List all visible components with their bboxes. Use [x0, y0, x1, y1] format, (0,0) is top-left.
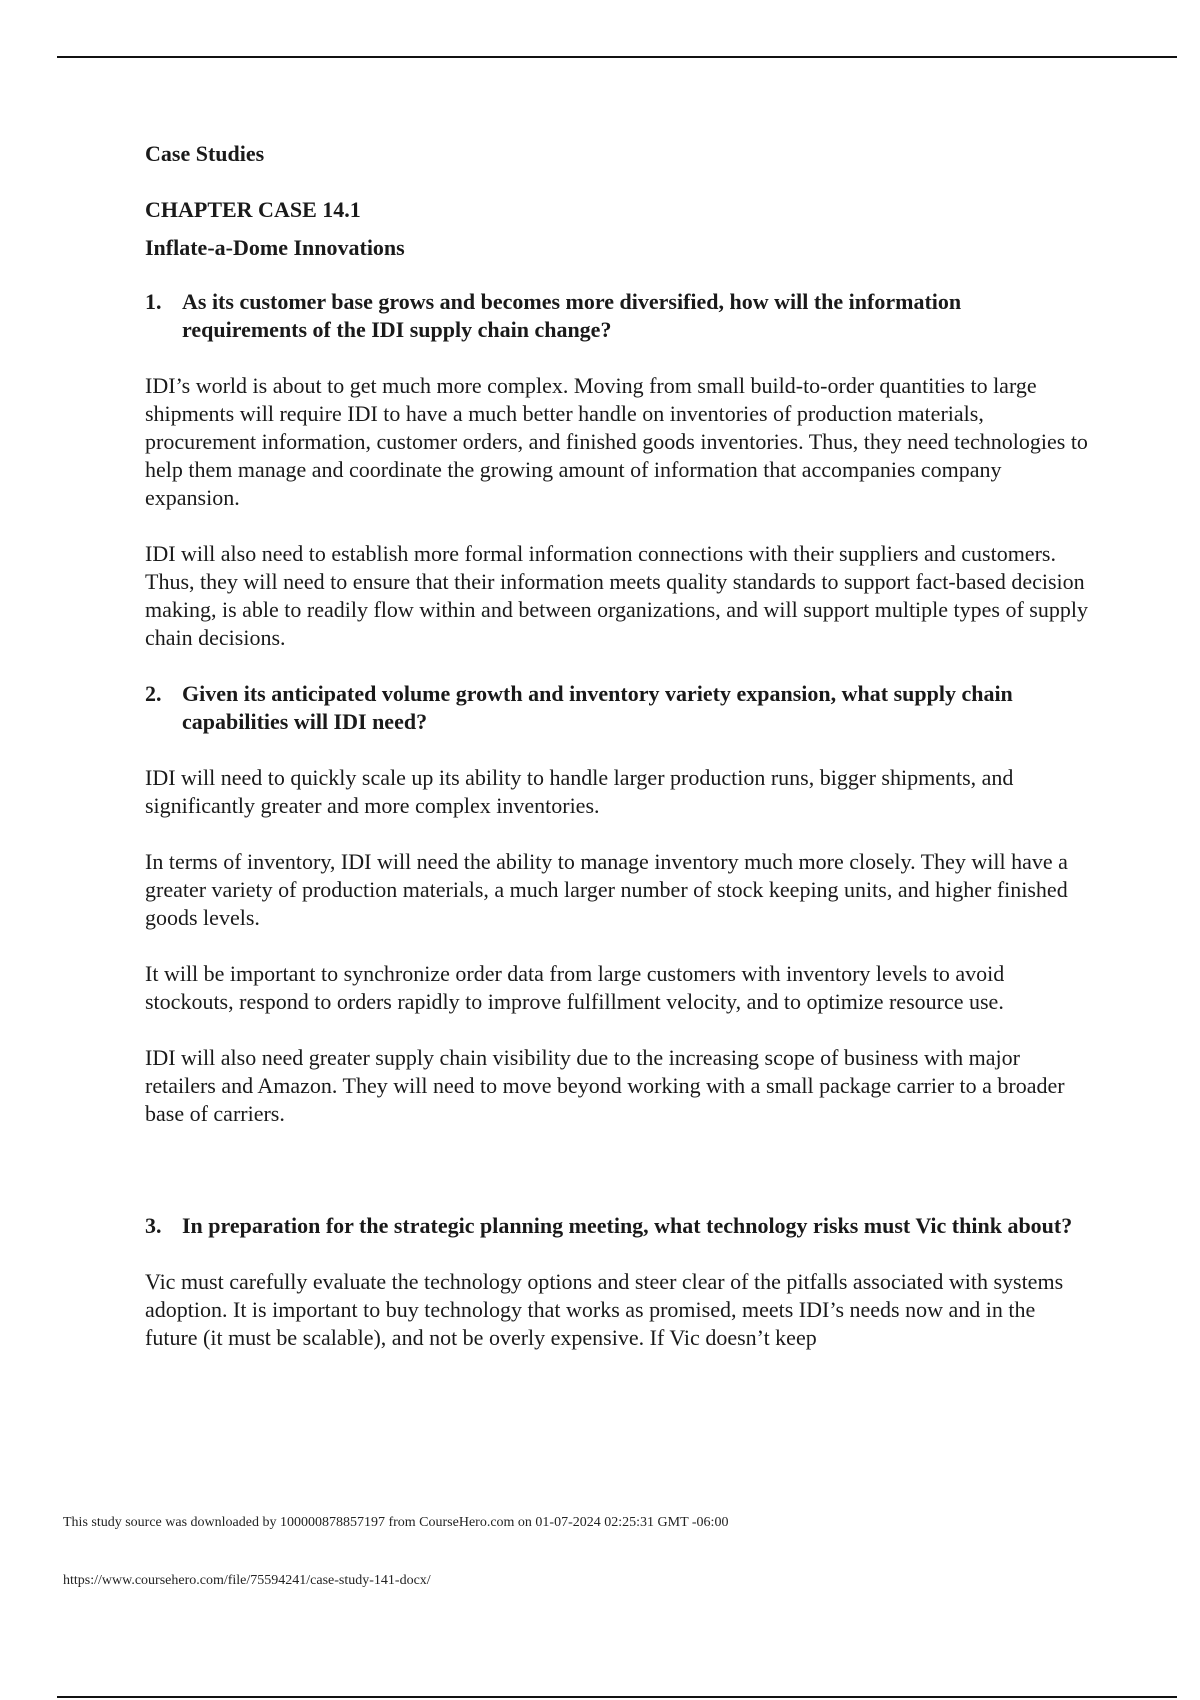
question-text: In preparation for the strategic planning meeting, what technology risks must Vic think about? [182, 1213, 1073, 1238]
question-2 [145, 680, 1090, 736]
spacer [145, 1156, 1090, 1212]
answer-paragraph: IDI will also need greater supply chain visibility due to the increasing scope of business with major retailers and Amazon. They will need to move beyond working with a small package carrier to a broader base of carriers. [145, 1045, 1065, 1126]
answer-paragraph: In terms of inventory, IDI will need the ability to manage inventory much more closely. They will have a greater variety of production materials, a much larger number of stock keeping units, and higher finished goods levels. [145, 849, 1068, 930]
bottom-rule [57, 1696, 1177, 1698]
answer-paragraph: Vic must carefully evaluate the technology options and steer clear of the pitfalls associated with systems adoption. It is important to buy technology that works as promised, meets IDI’s needs now and in the future (it must be scalable), and not be overly expensive. If Vic doesn’t keep [145, 1269, 1064, 1350]
question-1 [145, 288, 1090, 344]
answer-paragraph: IDI will need to quickly scale up its ability to handle larger production runs, bigger shipments, and significantly greater and more complex inventories. [145, 765, 1014, 818]
case-title: Inflate-a-Dome Innovations [145, 235, 405, 260]
question-number: 1. [145, 289, 162, 314]
chapter-title: CHAPTER CASE 14.1 [145, 197, 361, 222]
download-notice: This study source was downloaded by 100000878857197 from CourseHero.com on 01-07-2024 02:25:31 GMT -06:00 [63, 1515, 729, 1530]
source-url[interactable]: https://www.coursehero.com/file/75594241/case-study-141-docx/ [63, 1573, 431, 1588]
top-rule [57, 56, 1177, 58]
answer-paragraph: IDI’s world is about to get much more complex. Moving from small build-to-order quantities to large shipments will require IDI to have a much better handle on inventories of production materials, procurement information, customer orders, and finished goods inventories. Thus, they need technologies to help them manage and coordinate the growing amount of information that accompanies company expansion. [145, 373, 1088, 510]
section-title: Case Studies [145, 141, 265, 166]
question-number: 3. [145, 1213, 162, 1238]
question-number: 2. [145, 681, 162, 706]
answer-paragraph: It will be important to synchronize order data from large customers with inventory levels to avoid stockouts, respond to orders rapidly to improve fulfillment velocity, and to optimize resource use. [145, 961, 1005, 1014]
question-text: Given its anticipated volume growth and inventory variety expansion, what supply chain capabilities will IDI need? [182, 681, 1013, 734]
question-3 [145, 1212, 1090, 1240]
answer-paragraph: IDI will also need to establish more formal information connections with their suppliers and customers. Thus, they will need to ensure that their information meets quality standards to support fact-based decision making, is able to readily flow within and between organizations, and will support multiple types of supply chain decisions. [145, 541, 1088, 650]
question-text: As its customer base grows and becomes more diversified, how will the information requirements of the IDI supply chain change? [182, 289, 962, 342]
document-body [145, 140, 1090, 1380]
